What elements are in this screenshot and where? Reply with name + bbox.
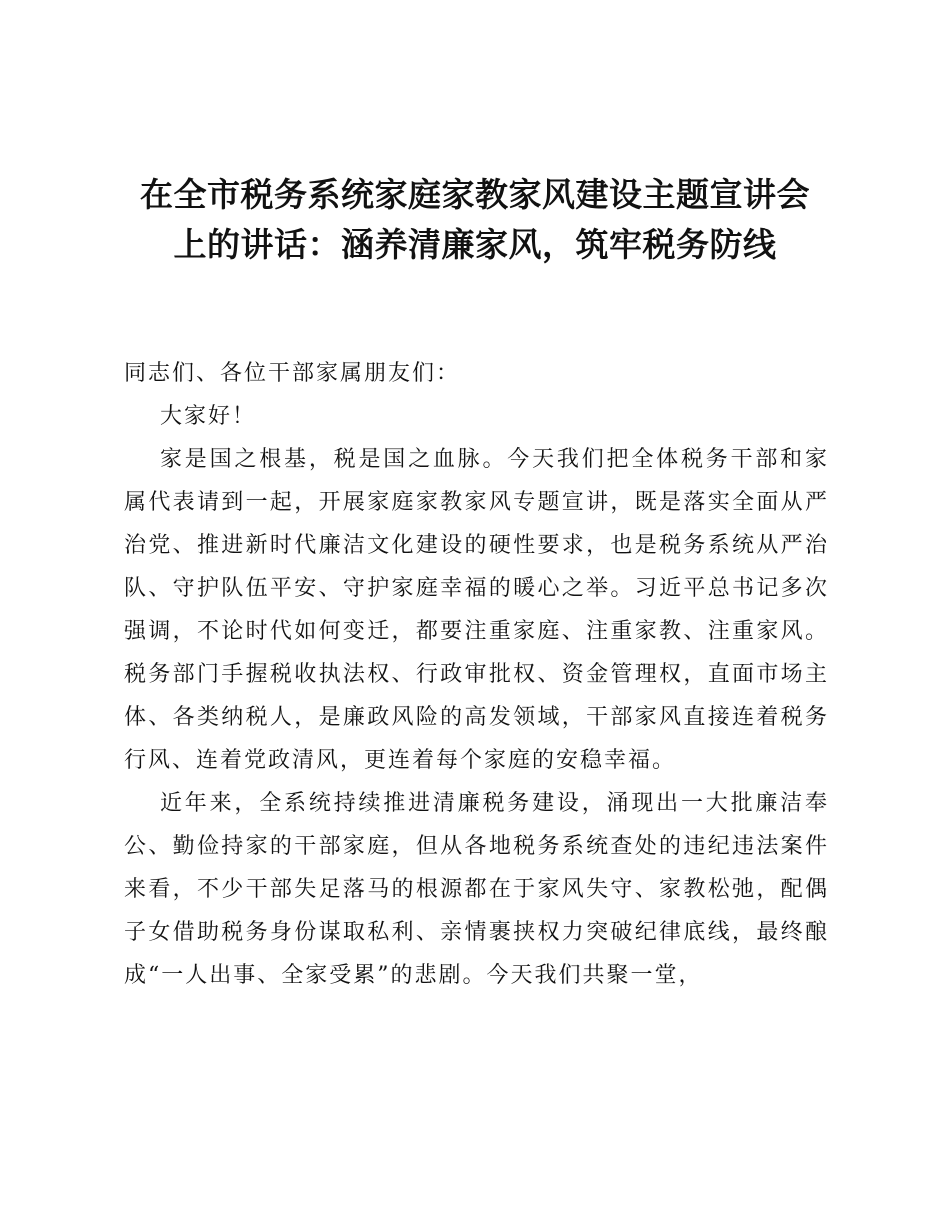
title-line-2: 上的讲话：涵养清廉家风，筑牢税务防线 <box>173 225 777 264</box>
greeting: 大家好！ <box>160 404 257 429</box>
document-title <box>110 170 840 270</box>
document-body <box>124 352 829 997</box>
title-line-1: 在全市税务系统家庭家教家风建设主题宣讲会 <box>140 175 810 214</box>
paragraph-1: 家是国之根基，税是国之血脉。今天我们把全体税务干部和家属代表请到一起，开展家庭家教家风专题宣讲，既是落实全面从严治党、推进新时代廉洁文化建设的硬性要求，也是税务系统从严治队、守护队伍平安、守护家庭幸福的暖心之举。习近平总书记多次强调，不论时代如何变迁，都要注重家庭、注重家教、注重家风。税务部门手握税收执法权、行政审批权、资金管理权，直面市场主体、各类纳税人，是廉政风险的高发领域，干部家风直接连着税务行风、连着党政清风，更连着每个家庭的安稳幸福。 <box>124 447 829 773</box>
salutation: 同志们、各位干部家属朋友们： <box>124 361 461 386</box>
paragraph-2: 近年来，全系统持续推进清廉税务建设，涌现出一大批廉洁奉公、勤俭持家的干部家庭，但从各地税务系统查处的违纪违法案件来看，不少干部失足落马的根源都在于家风失守、家教松弛，配偶子女借助税务身份谋取私利、亲情裹挟权力突破纪律底线，最终酿成“一人出事、全家受累”的悲剧。今天我们共聚一堂， <box>124 791 829 988</box>
